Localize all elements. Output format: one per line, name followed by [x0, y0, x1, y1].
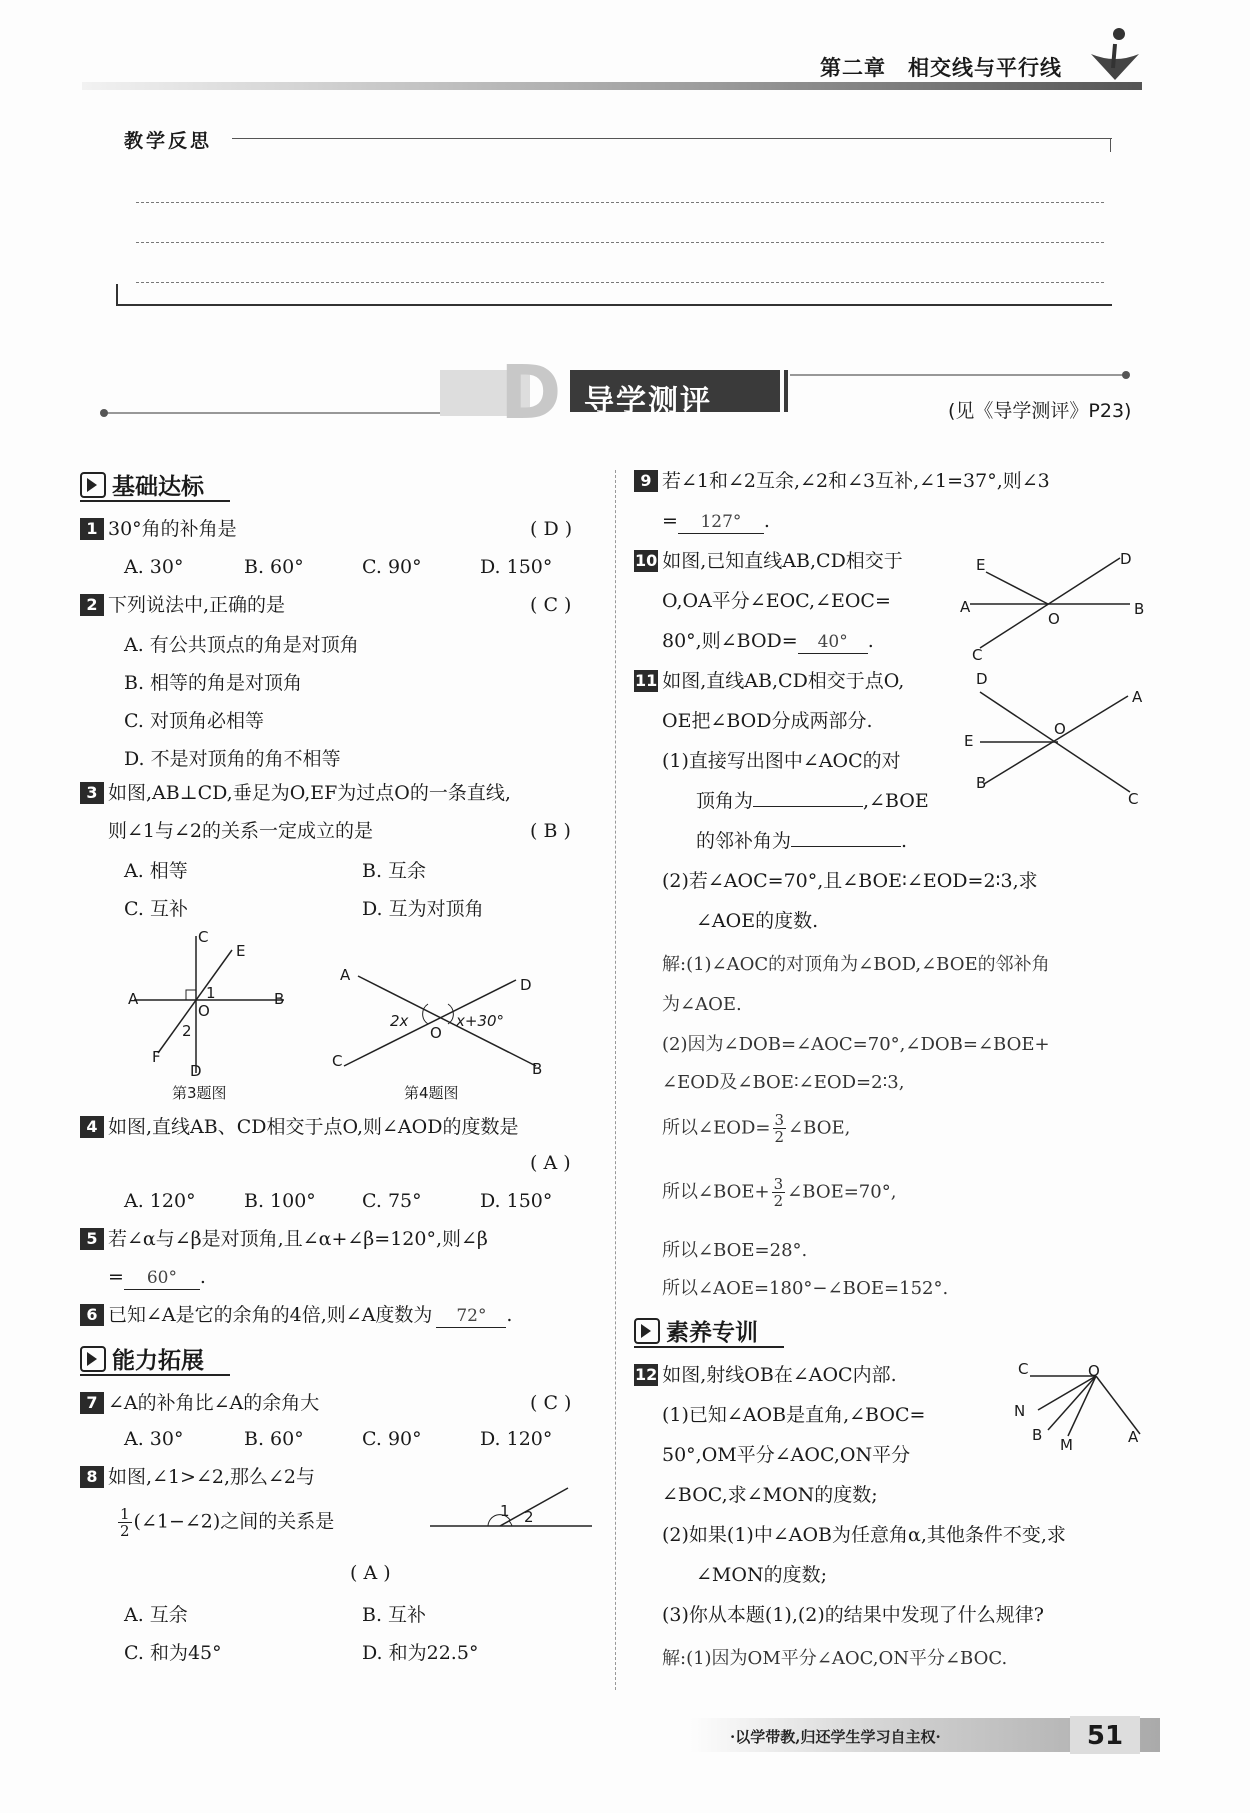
- question-6: 6 已知∠A是它的余角的4倍,则∠A度数为 72° .: [80, 1304, 512, 1328]
- figure-12-diagram: [1010, 1364, 1150, 1464]
- fig10-label-a: A: [960, 598, 971, 616]
- question-8: 8 如图,∠1>∠2,那么∠2与: [80, 1466, 315, 1488]
- fig11-label-d: D: [976, 670, 988, 688]
- fig12-label-o: O: [1088, 1362, 1100, 1380]
- q11-solution-7: 所以∠BOE=28°.: [662, 1240, 808, 1261]
- fig4-angle-left: 2x: [390, 1012, 409, 1030]
- book-logo-icon: [1085, 24, 1145, 84]
- fig3-angle-1: 1: [206, 984, 216, 1002]
- question-12-p1a: (1)已知∠AOB是直角,∠BOC=: [662, 1404, 926, 1426]
- q1-option-a: A. 30°: [124, 556, 184, 578]
- teaching-reflection-box: [116, 126, 1112, 304]
- q9-fill: 127°: [678, 511, 764, 534]
- q8-answer: ( A ): [350, 1562, 391, 1584]
- q4-answer: ( A ): [530, 1152, 571, 1174]
- q6-fill: 72°: [436, 1305, 506, 1328]
- question-3-line2: 则∠1与∠2的关系一定成立的是: [108, 820, 374, 842]
- section-ability: 能力拓展: [80, 1342, 204, 1376]
- q3-option-a: A. 相等: [124, 860, 188, 882]
- q8-option-c: C. 和为45°: [124, 1642, 222, 1664]
- question-10-line3: 80°,则∠BOD= 40° .: [662, 630, 874, 652]
- question-9: 9 若∠1和∠2互余,∠2和∠3互补,∠1=37°,则∠3: [634, 470, 1050, 492]
- fig4-label-d: D: [520, 976, 532, 994]
- fig3-label-b: B: [274, 990, 285, 1008]
- q1-option-b: B. 60°: [244, 556, 304, 578]
- fig11-label-o: O: [1054, 720, 1066, 738]
- q8-option-b: B. 互补: [362, 1604, 427, 1626]
- question-7: 7 ∠A的补角比∠A的余角大: [80, 1392, 319, 1414]
- fig11-label-c: C: [1128, 790, 1139, 808]
- fig3-label-a: A: [128, 990, 139, 1008]
- fig10-label-c: C: [972, 646, 983, 664]
- q7-option-d: D. 120°: [480, 1428, 553, 1450]
- column-divider: [615, 470, 616, 1690]
- fig11-label-b: B: [976, 774, 987, 792]
- fig4-label-a: A: [340, 966, 351, 984]
- q2-option-b: B. 相等的角是对顶角: [124, 672, 303, 694]
- arrow-icon: [634, 1318, 660, 1344]
- question-11-line2: OE把∠BOD分成两部分.: [662, 710, 873, 732]
- question-12-p3: (3)你从本题(1),(2)的结果中发现了什么规律?: [662, 1604, 1044, 1626]
- fig4-label-b: B: [532, 1060, 543, 1078]
- q3-answer: ( B ): [530, 820, 571, 842]
- q11-solution-1: 解:(1)∠AOC的对顶角为∠BOD,∠BOE的邻补角: [662, 954, 1050, 975]
- fig3-angle-2: 2: [182, 1022, 192, 1040]
- arrow-icon: [80, 1346, 106, 1372]
- fig11-label-e: E: [964, 732, 974, 750]
- q3-option-d: D. 互为对顶角: [362, 898, 484, 920]
- q1-option-d: D. 150°: [480, 556, 553, 578]
- q11-solution-5: 所以∠EOD= $\frac{3}{2}$ ∠BOE,: [662, 1111, 851, 1146]
- fig3-label-d: D: [190, 1062, 202, 1080]
- question-10-line2: O,OA平分∠EOC,∠EOC=: [662, 590, 891, 612]
- q10-fill: 40°: [798, 631, 868, 654]
- banner-letter: D: [500, 350, 562, 436]
- fig11-label-a: A: [1132, 688, 1143, 706]
- q11-solution-2: 为∠AOE.: [662, 994, 742, 1015]
- header-bar: [82, 82, 1142, 90]
- question-2: 2 下列说法中,正确的是: [80, 594, 285, 616]
- fig12-label-c: C: [1018, 1360, 1029, 1378]
- question-4: 4 如图,直线AB、CD相交于点O,则∠AOD的度数是: [80, 1116, 518, 1138]
- q7-option-a: A. 30°: [124, 1428, 184, 1450]
- footer-slogan: ·以学带教,归还学生学习自主权·: [730, 1728, 941, 1746]
- q8-option-d: D. 和为22.5°: [362, 1642, 479, 1664]
- fig3-label-f: F: [152, 1048, 161, 1066]
- question-8-line2: $\frac{1}{2}$ (∠1−∠2)之间的关系是: [120, 1505, 335, 1540]
- q2-option-c: C. 对顶角必相等: [124, 710, 264, 732]
- fig4-angle-right: x+30°: [456, 1012, 505, 1030]
- question-11-p2a: (2)若∠AOC=70°,且∠BOE∶∠EOD=2∶3,求: [662, 870, 1038, 892]
- fig12-label-m: M: [1060, 1436, 1073, 1454]
- chapter-title: 第二章 相交线与平行线: [820, 56, 1062, 80]
- fig10-label-o: O: [1048, 610, 1060, 628]
- question-12-p2a: (2)如果(1)中∠AOB为任意角α,其他条件不变,求: [662, 1524, 1066, 1546]
- q1-option-c: C. 90°: [362, 556, 422, 578]
- section-basic: 基础达标: [80, 468, 204, 502]
- question-5: 5 若∠α与∠β是对顶角,且∠α+∠β=120°,则∠β: [80, 1228, 488, 1250]
- fig4-label-c: C: [332, 1052, 343, 1070]
- q4-option-d: D. 150°: [480, 1190, 553, 1212]
- q4-option-a: A. 120°: [124, 1190, 196, 1212]
- q3-option-c: C. 互补: [124, 898, 188, 920]
- q7-option-b: B. 60°: [244, 1428, 304, 1450]
- question-11-p1a: (1)直接写出图中∠AOC的对: [662, 750, 901, 772]
- fig10-label-b: B: [1134, 600, 1145, 618]
- q11-solution-8: 所以∠AOE=180°−∠BOE=152°.: [662, 1278, 949, 1299]
- q2-option-d: D. 不是对顶角的角不相等: [124, 748, 341, 770]
- fig8-angle-2: 2: [524, 1508, 534, 1526]
- question-10: 10 如图,已知直线AB,CD相交于: [635, 550, 903, 572]
- fig12-label-n: N: [1014, 1402, 1026, 1420]
- figure-11-diagram: [970, 680, 1143, 800]
- q11-solution-6: 所以∠BOE+ $\frac{3}{2}$ ∠BOE=70°,: [662, 1175, 897, 1210]
- page-footer: [690, 1710, 1160, 1754]
- question-3: 3 如图,AB⊥CD,垂足为O,EF为过点O的一条直线,: [80, 782, 511, 804]
- q1-answer: ( D ): [530, 518, 573, 540]
- fig3-label-c: C: [198, 928, 209, 946]
- fig12-label-b: B: [1032, 1426, 1043, 1444]
- q7-answer: ( C ): [530, 1392, 572, 1414]
- q11-solution-4: ∠EOD及∠BOE∶∠EOD=2∶3,: [662, 1072, 905, 1093]
- question-12-p1c: ∠BOC,求∠MON的度数;: [662, 1484, 878, 1506]
- fig4-caption: 第4题图: [404, 1084, 459, 1102]
- question-11-p2b: ∠AOE的度数.: [696, 910, 819, 932]
- page-number: 51: [1070, 1716, 1140, 1754]
- question-11-p1b: 顶角为 ,∠BOE: [696, 790, 929, 812]
- figure-8-diagram: [428, 1486, 594, 1532]
- question-12: 12 如图,射线OB在∠AOC内部.: [635, 1364, 897, 1386]
- question-12-p1b: 50°,OM平分∠AOC,ON平分: [662, 1444, 911, 1466]
- q4-option-c: C. 75°: [362, 1190, 422, 1212]
- reflection-label: 教学反思: [124, 130, 213, 152]
- fig3-label-o: O: [198, 1002, 210, 1020]
- fig3-caption: 第3题图: [172, 1084, 227, 1102]
- q8-option-a: A. 互余: [124, 1604, 188, 1626]
- q12-solution-1: 解:(1)因为OM平分∠AOC,ON平分∠BOC.: [662, 1648, 1008, 1669]
- section-literacy: 素养专训: [634, 1314, 758, 1348]
- q4-option-b: B. 100°: [244, 1190, 316, 1212]
- question-11-p1c: 的邻补角为 .: [696, 830, 908, 852]
- question-1: 1 30°角的补角是: [80, 518, 237, 540]
- q3-option-b: B. 互余: [362, 860, 427, 882]
- q2-option-a: A. 有公共顶点的角是对顶角: [124, 634, 359, 656]
- question-11: 11 如图,直线AB,CD相交于点O,: [635, 670, 905, 692]
- question-9-line2: = 127° .: [662, 510, 770, 532]
- fig10-label-e: E: [976, 556, 986, 574]
- question-12-p2b: ∠MON的度数;: [696, 1564, 827, 1586]
- banner-title: 导学测评: [584, 384, 712, 419]
- q7-option-c: C. 90°: [362, 1428, 422, 1450]
- q2-answer: ( C ): [530, 594, 572, 616]
- question-5-line2: = 60° .: [108, 1266, 206, 1288]
- figure-10-diagram: [960, 548, 1140, 658]
- reference-note: (见《导学测评》P23): [948, 400, 1132, 422]
- fig12-label-a: A: [1128, 1428, 1139, 1446]
- q5-fill: 60°: [124, 1267, 200, 1290]
- fig8-angle-1: 1: [500, 1502, 510, 1520]
- arrow-icon: [80, 472, 106, 498]
- fig4-label-o: O: [430, 1024, 442, 1042]
- q11-solution-3: (2)因为∠DOB=∠AOC=70°,∠DOB=∠BOE+: [662, 1034, 1050, 1055]
- fig3-label-e: E: [236, 942, 246, 960]
- fig10-label-d: D: [1120, 550, 1132, 568]
